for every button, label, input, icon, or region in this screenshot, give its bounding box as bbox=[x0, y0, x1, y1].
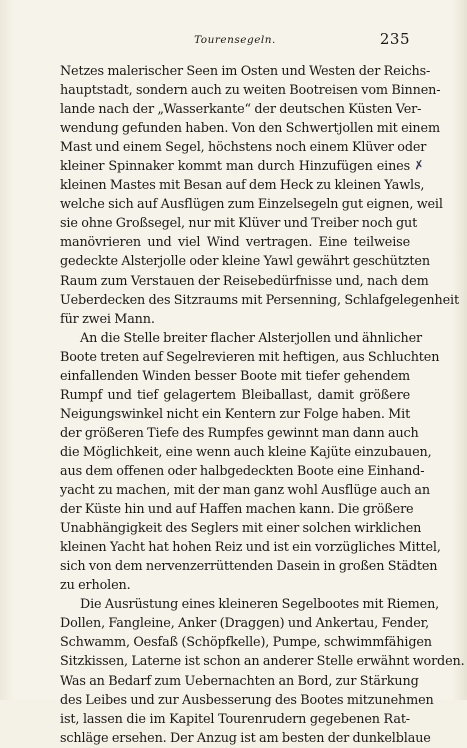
text-line: kleinen Mastes mit Besan auf dem Heck zu kleinen Yawls, bbox=[60, 178, 425, 194]
handwritten-x-mark: ✗ bbox=[412, 157, 426, 173]
text-line: sie ohne Großsegel, nur mit Klüver und Treiber noch gut bbox=[60, 216, 418, 232]
text-line: Was an Bedarf zum Uebernachten an Bord, zur Stärkung bbox=[60, 673, 419, 689]
text-line: des Leibes und zur Ausbesserung des Bootes mitzunehmen bbox=[60, 692, 434, 708]
text-line: lande nach der „Wasserkante“ der deutschen Küsten Ver- bbox=[60, 102, 422, 118]
running-head: Tourensegeln. bbox=[194, 34, 276, 46]
text-line: Raum zum Verstauen der Reisebedürfnisse und, nach dem bbox=[60, 273, 429, 289]
text-line: einfallenden Winden besser Boote mit tiefer gehendem bbox=[60, 368, 410, 384]
text-line: Schwamm, Oesfaß (Schöpfkelle), Pumpe, schwimmfähigen bbox=[60, 635, 432, 651]
text-line: Ueberdecken des Sitzraums mit Persenning, Schlafgelegenheit bbox=[60, 292, 459, 308]
text-line: Mast und einem Segel, höchstens noch einem Klüver oder bbox=[60, 140, 427, 156]
text-line: Boote treten auf Segelrevieren mit heftigen, aus Schluchten bbox=[60, 349, 440, 365]
text-line: für zwei Mann. bbox=[60, 311, 155, 327]
text-line: Unabhängigkeit des Seglers mit einer solchen wirklichen bbox=[60, 521, 422, 537]
text-line: Netzes malerischer Seen im Osten und Westen der Reichs- bbox=[60, 64, 431, 79]
text-line: Dollen, Fangleine, Anker (Draggen) und Ankertau, Fender, bbox=[60, 616, 430, 632]
text-line: gedeckte Alsterjolle oder kleine Yawl gewährt geschützten bbox=[60, 254, 430, 270]
page-number: 235 bbox=[379, 30, 410, 48]
text-line: zu erholen. bbox=[60, 578, 131, 594]
body-text bbox=[60, 62, 465, 748]
text-line: yacht zu machen, mit der man ganz wohl Ausflüge auch an bbox=[60, 483, 430, 499]
text-line: welche sich auf Ausflügen zum Einzelsegeln gut eignen, weil bbox=[60, 197, 443, 213]
text-line: die Möglichkeit, eine wenn auch kleine Kajüte einzubauen, bbox=[60, 444, 432, 460]
text-line: der Küste hin und auf Haffen machen kann. Die größere bbox=[60, 502, 414, 518]
text-line: kleinen Yacht hat hohen Reiz und ist ein vorzügliches Mittel, bbox=[60, 540, 441, 556]
text-line: schläge ersehen. Der Anzug ist am besten der dunkelblaue bbox=[60, 730, 431, 746]
text-line: Sitzkissen, Laterne ist schon an anderer Stelle erwähnt worden. bbox=[60, 654, 465, 670]
text-line: aus dem offenen oder halbgedeckten Boote eine Einhand- bbox=[60, 463, 425, 479]
text-line: der größeren Tiefe des Rumpfes gewinnt man dann auch bbox=[60, 425, 419, 441]
text-line: ist, lassen die im Kapitel Tourenrudern gegebenen Rat- bbox=[60, 711, 410, 727]
text-line: manövrieren und viel Wind vertragen. Eine teilweise bbox=[60, 235, 410, 251]
text-line: Rumpf und tief gelagertem Bleiballast, damit größere bbox=[60, 387, 410, 403]
text-line: An die Stelle breiter flacher Alsterjollen und ähnlicher bbox=[80, 330, 423, 346]
text-line: sich von dem nervenzerrüttenden Dasein in großen Städten bbox=[60, 559, 438, 575]
page-header bbox=[60, 30, 410, 50]
text-line: Die Ausrüstung eines kleineren Segelbootes mit Riemen, bbox=[80, 597, 440, 613]
text-line: hauptstadt, sondern auch zu weiten Bootreisen vom Binnen- bbox=[60, 83, 441, 99]
text-line: Neigungswinkel nicht ein Kentern zur Folge haben. Mit bbox=[60, 406, 411, 422]
text-line: kleiner Spinnaker kommt man durch Hinzufügen eines bbox=[60, 159, 410, 175]
text-line: wendung gefunden haben. Von den Schwertjollen mit einem bbox=[60, 121, 440, 137]
